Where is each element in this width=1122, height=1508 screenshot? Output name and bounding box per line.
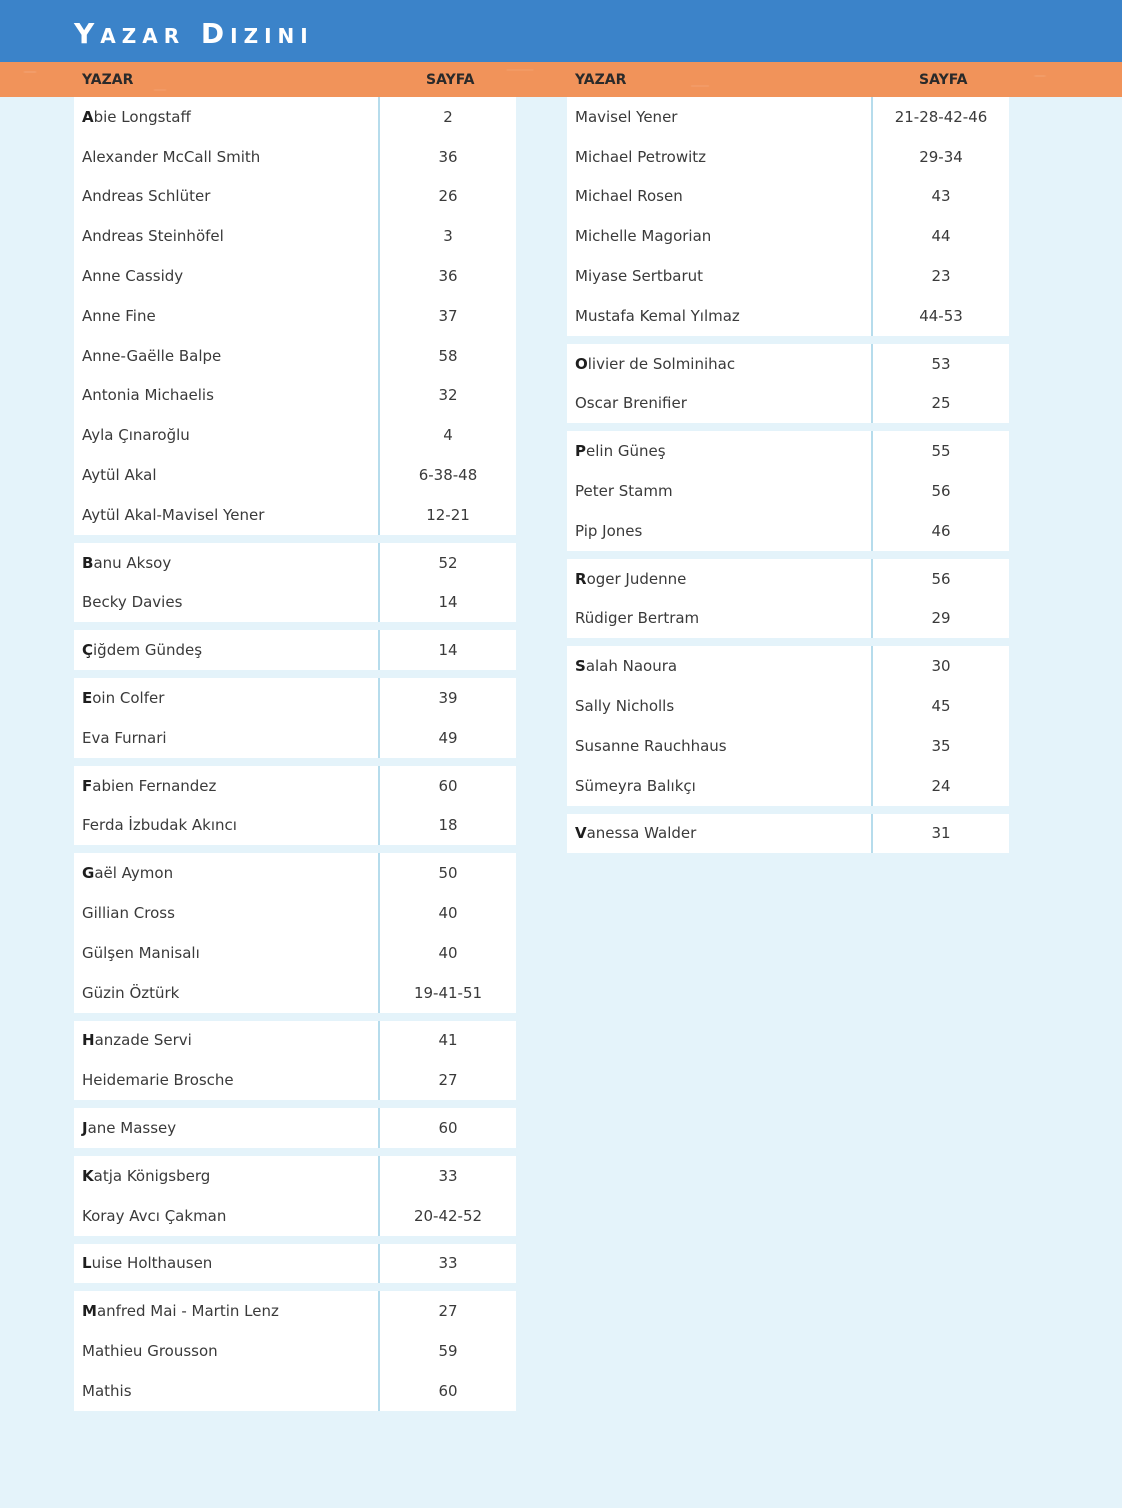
index-row: [74, 853, 516, 893]
page-number: 40: [438, 904, 458, 923]
index-row: [567, 97, 1009, 137]
page-number: 41: [438, 1031, 458, 1050]
author-name: [567, 216, 873, 256]
author-name-text: Oscar Brenifier: [575, 394, 687, 413]
author-name: [567, 471, 873, 511]
page-number: 33: [438, 1166, 458, 1185]
index-row: [567, 137, 1009, 177]
page-number: 29-34: [919, 147, 963, 166]
letter-group: [74, 1244, 516, 1284]
author-name: [74, 296, 380, 336]
author-initial: H: [82, 1031, 95, 1050]
header-author-left: YAZAR: [82, 72, 134, 88]
page-number: 14: [438, 641, 458, 660]
author-name-text: atja Königsberg: [93, 1166, 211, 1185]
author-name-text: Mathieu Grousson: [82, 1342, 218, 1360]
author-name-text: Gillian Cross: [82, 904, 175, 923]
index-row: [567, 599, 1009, 639]
author-name-text: Aytül Akal-Mavisel Yener: [82, 505, 265, 524]
author-name: [74, 933, 380, 973]
author-initial: G: [82, 864, 95, 883]
author-name-text: anzade Servi: [94, 1031, 192, 1050]
page-number: 50: [438, 864, 458, 883]
author-name: [74, 137, 380, 177]
page-number: 3: [443, 227, 453, 246]
author-name-text: aël Aymon: [94, 864, 174, 883]
author-name-text: Alexander McCall Smith: [82, 147, 261, 166]
author-name-text: Ferda İzbudak Akıncı: [82, 816, 237, 835]
page-number: 60: [438, 1119, 458, 1138]
author-name: [567, 256, 873, 296]
letter-group: [567, 97, 1009, 336]
letter-group: [74, 1021, 516, 1101]
index-row: [74, 1021, 516, 1061]
letter-group: [567, 646, 1009, 805]
author-name-text: Michael Rosen: [575, 187, 683, 206]
author-name: [74, 583, 380, 623]
author-name: [567, 599, 873, 639]
page-number: 23: [931, 267, 951, 286]
page-number: 46: [931, 521, 951, 540]
page-title: Yazar Dizini: [74, 17, 314, 50]
author-initial: M: [82, 1302, 97, 1321]
index-row: [74, 933, 516, 973]
author-initial: V: [575, 824, 587, 843]
author-name: [567, 511, 873, 551]
letter-group: [567, 559, 1009, 639]
index-row: [74, 1108, 516, 1148]
author-name-text: Eva Furnari: [82, 728, 167, 747]
author-name: [567, 296, 873, 336]
author-name: [74, 1244, 380, 1284]
page-number: 12-21: [426, 505, 470, 524]
author-name-text: Sümeyra Balıkçı: [575, 776, 696, 795]
letter-group: [567, 814, 1009, 854]
page-number: 39: [438, 689, 458, 708]
page-number: 60: [438, 1381, 458, 1400]
author-name-text: bie Longstaff: [93, 107, 191, 126]
index-row: [74, 678, 516, 718]
page-number: 37: [438, 306, 458, 325]
author-name: [74, 678, 380, 718]
page-number: 14: [438, 593, 458, 612]
author-name-text: Peter Stamm: [575, 482, 673, 501]
author-name-text: elin Güneş: [586, 442, 666, 461]
index-row: [567, 726, 1009, 766]
index-row: [567, 646, 1009, 686]
page-number: 20-42-52: [413, 1206, 483, 1225]
header-author-right: YAZAR: [575, 72, 627, 88]
author-name: [567, 766, 873, 806]
author-name: [74, 543, 380, 583]
page-number: 30: [931, 657, 951, 676]
page-number: 44: [931, 227, 951, 246]
page-number: 60: [438, 776, 458, 795]
author-name-text: Andreas Steinhöfel: [82, 227, 224, 246]
index-row: [74, 718, 516, 758]
letter-group: [74, 97, 516, 535]
index-row: [74, 216, 516, 256]
author-initial: B: [82, 553, 94, 572]
author-name: [74, 415, 380, 455]
author-name-text: abien Fernandez: [92, 776, 217, 795]
index-row: [567, 511, 1009, 551]
author-name-text: uise Holthausen: [91, 1254, 213, 1273]
index-row: [74, 1291, 516, 1331]
letter-group: [74, 1291, 516, 1410]
author-name-text: Anne-Gaëlle Balpe: [82, 346, 222, 365]
page-number: 58: [438, 346, 458, 365]
index-row: [74, 415, 516, 455]
author-name-text: Ayla Çınaroğlu: [82, 426, 190, 445]
author-name: [74, 630, 380, 670]
author-name: [74, 1156, 380, 1196]
index-row: [567, 471, 1009, 511]
author-name-text: alah Naoura: [585, 657, 678, 676]
page-number: 18: [438, 816, 458, 835]
author-name: [74, 336, 380, 376]
index-row: [74, 256, 516, 296]
index-row: [74, 1060, 516, 1100]
page-number: 4: [443, 426, 453, 445]
author-initial: E: [82, 689, 93, 708]
index-row: [567, 559, 1009, 599]
page-number: 27: [438, 1302, 458, 1321]
author-name-text: oin Colfer: [92, 689, 165, 708]
author-name: [567, 384, 873, 424]
author-name: [567, 137, 873, 177]
header-page-right: SAYFA: [919, 72, 968, 88]
page-number: 55: [931, 442, 951, 461]
index-row: [567, 256, 1009, 296]
author-name-text: anessa Walder: [586, 824, 697, 843]
author-name: [74, 1060, 380, 1100]
page-number: 32: [438, 386, 458, 405]
author-name: [567, 431, 873, 471]
author-name-text: livier de Solminihac: [587, 354, 736, 373]
author-initial: A: [82, 107, 94, 126]
letter-group: [74, 543, 516, 623]
page-number: 21-28-42-46: [894, 107, 988, 126]
index-row: [74, 1331, 516, 1371]
page-number: 36: [438, 267, 458, 286]
author-name: [74, 853, 380, 893]
author-initial: L: [82, 1254, 92, 1273]
author-name: [567, 344, 873, 384]
author-name: [74, 97, 380, 137]
letter-group: [567, 344, 1009, 424]
author-name-text: anfred Mai - Martin Lenz: [96, 1302, 279, 1321]
author-name: [74, 806, 380, 846]
letter-group: [74, 630, 516, 670]
index-row: [74, 806, 516, 846]
author-name-text: Aytül Akal: [82, 466, 157, 485]
author-initial: F: [82, 776, 93, 795]
page-number: 33: [438, 1254, 458, 1273]
author-name-text: Mustafa Kemal Yılmaz: [575, 306, 740, 325]
page-number: 36: [438, 147, 458, 166]
index-row: [74, 137, 516, 177]
page-number: 49: [438, 728, 458, 747]
index-row: [567, 344, 1009, 384]
author-name: [74, 256, 380, 296]
page-number: 59: [438, 1342, 458, 1360]
index-row: [567, 216, 1009, 256]
index-row: [74, 543, 516, 583]
author-name: [567, 646, 873, 686]
index-row: [74, 296, 516, 336]
page-number: 29: [931, 609, 951, 628]
author-name: [74, 1196, 380, 1236]
index-row: [74, 973, 516, 1013]
letter-group: [567, 431, 1009, 550]
index-row: [74, 97, 516, 137]
author-name-text: ane Massey: [87, 1119, 177, 1138]
index-row: [74, 376, 516, 416]
author-name-text: iğdem Gündeş: [93, 641, 203, 660]
page-number: 19-41-51: [413, 983, 483, 1002]
author-initial: Ç: [82, 641, 94, 660]
author-name: [74, 376, 380, 416]
letter-group: [74, 1156, 516, 1236]
page-number: 44-53: [919, 306, 963, 325]
author-name: [74, 177, 380, 217]
page-number: 27: [438, 1071, 458, 1090]
author-name: [567, 686, 873, 726]
author-name: [567, 814, 873, 854]
author-initial: S: [575, 657, 586, 676]
page-number: 56: [931, 569, 951, 588]
author-name-text: Michael Petrowitz: [575, 147, 707, 166]
page-number: 35: [931, 736, 951, 755]
page-number: 43: [931, 187, 951, 206]
index-row: [74, 893, 516, 933]
author-initial: R: [575, 569, 587, 588]
author-name-text: Mavisel Yener: [575, 107, 678, 126]
letter-group: [74, 853, 516, 1012]
author-name: [567, 97, 873, 137]
page-number: 31: [931, 824, 951, 843]
page-number: 2: [443, 107, 453, 126]
page-number: 24: [931, 776, 951, 795]
index-row: [567, 686, 1009, 726]
index-row: [74, 1371, 516, 1411]
author-name-text: Miyase Sertbarut: [575, 267, 704, 286]
author-name: [74, 1108, 380, 1148]
index-row: [74, 1156, 516, 1196]
author-name: [74, 1291, 380, 1331]
author-name-text: anu Aksoy: [93, 553, 172, 572]
author-initial: O: [575, 354, 588, 373]
author-name: [74, 1331, 380, 1371]
page-number: 6-38-48: [418, 466, 478, 485]
index-row: [74, 455, 516, 495]
index-row: [74, 177, 516, 217]
index-row: [567, 766, 1009, 806]
author-name-text: Pip Jones: [575, 521, 643, 540]
index-row: [74, 336, 516, 376]
author-name-text: Antonia Michaelis: [82, 386, 214, 405]
index-row: [74, 630, 516, 670]
author-name-text: Andreas Schlüter: [82, 187, 211, 206]
author-name: [74, 893, 380, 933]
author-initial: P: [575, 442, 586, 461]
index-row: [567, 814, 1009, 854]
index-row: [567, 177, 1009, 217]
author-name-text: Koray Avcı Çakman: [82, 1206, 227, 1225]
page-number: 53: [931, 354, 951, 373]
author-name: [74, 1371, 380, 1411]
author-name: [74, 973, 380, 1013]
author-name: [74, 495, 380, 535]
author-name: [74, 718, 380, 758]
letter-group: [74, 678, 516, 758]
index-row: [567, 431, 1009, 471]
page-number: 56: [931, 482, 951, 501]
author-name-text: Gülşen Manisalı: [82, 943, 200, 962]
page-number: 40: [438, 943, 458, 962]
index-row: [74, 1244, 516, 1284]
index-row: [567, 384, 1009, 424]
page-number: 26: [438, 187, 458, 206]
page-number: 25: [931, 394, 951, 413]
author-name-text: Michelle Magorian: [575, 227, 712, 246]
author-name-text: Anne Fine: [82, 306, 156, 325]
author-name: [74, 455, 380, 495]
author-name-text: Güzin Öztürk: [82, 983, 180, 1002]
author-name-text: Sally Nicholls: [575, 697, 675, 716]
index-row: [74, 583, 516, 623]
author-name-text: Anne Cassidy: [82, 267, 184, 286]
author-name-text: Becky Davies: [82, 593, 183, 612]
page-number: 52: [438, 553, 458, 572]
author-initial: K: [82, 1166, 94, 1185]
author-name: [567, 559, 873, 599]
index-column-left: [74, 97, 516, 1411]
author-name-text: Rüdiger Bertram: [575, 609, 700, 628]
author-name: [567, 726, 873, 766]
page-number: 45: [931, 697, 951, 716]
index-row: [74, 1196, 516, 1236]
index-row: [74, 495, 516, 535]
index-row: [567, 296, 1009, 336]
letter-group: [74, 766, 516, 846]
author-name: [74, 766, 380, 806]
index-column-right: [567, 97, 1009, 853]
author-initial: J: [82, 1119, 88, 1138]
author-name-text: Heidemarie Brosche: [82, 1071, 234, 1090]
letter-group: [74, 1108, 516, 1148]
author-name: [567, 177, 873, 217]
author-name: [74, 1021, 380, 1061]
header-page-left: SAYFA: [426, 72, 475, 88]
author-name: [74, 216, 380, 256]
index-row: [74, 766, 516, 806]
author-name-text: Mathis: [82, 1381, 132, 1400]
author-name-text: Susanne Rauchhaus: [575, 736, 727, 755]
author-name-text: oger Judenne: [586, 569, 687, 588]
